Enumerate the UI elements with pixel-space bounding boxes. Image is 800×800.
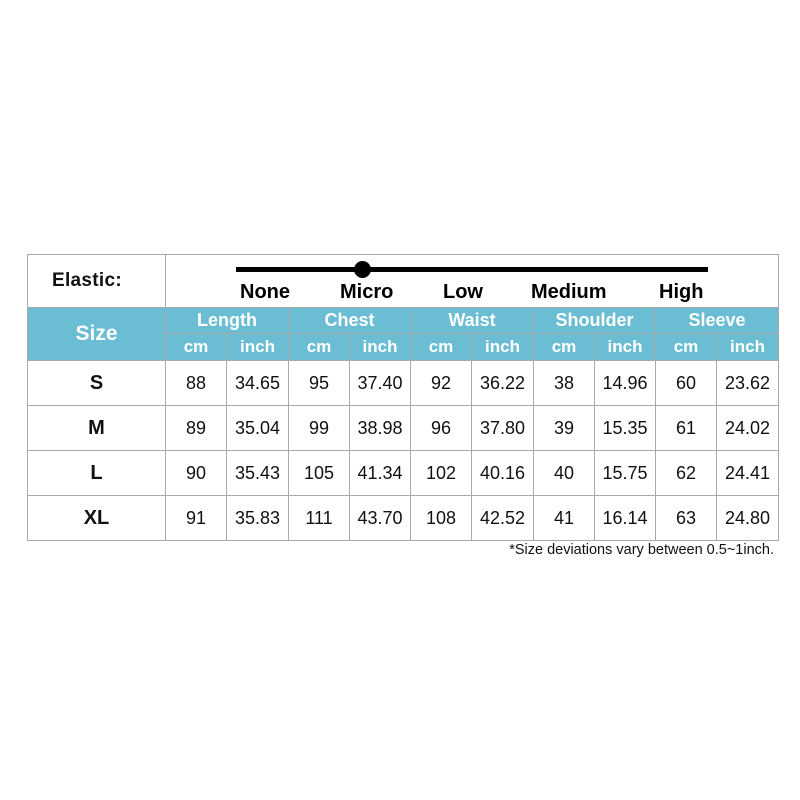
table-cell: 23.62 [717,361,779,406]
table-row [28,496,779,541]
table-cell: 111 [289,496,350,541]
elastic-label: Elastic: [28,255,166,308]
table-cell: 96 [411,406,472,451]
table-cell: 39 [534,406,595,451]
unit-header-inch: inch [350,334,411,361]
elastic-level-medium: Medium [531,281,607,303]
table-row [28,451,779,496]
unit-header-cm: cm [411,334,472,361]
header-group-row [28,308,779,334]
elastic-scale-line [236,267,708,272]
table-cell: 88 [166,361,227,406]
table-cell: 37.80 [472,406,534,451]
elastic-level-micro: Micro [340,281,394,303]
table-cell: 35.83 [227,496,289,541]
table-cell: 36.22 [472,361,534,406]
table-cell: 108 [411,496,472,541]
table-cell: 89 [166,406,227,451]
group-header-chest: Chest [289,308,411,334]
table-cell: 60 [656,361,717,406]
group-header-waist: Waist [411,308,534,334]
table-cell: 41 [534,496,595,541]
size-cell: L [28,451,166,496]
table-cell: 95 [289,361,350,406]
size-deviation-note: *Size deviations vary between 0.5~1inch. [509,542,774,558]
size-header: Size [28,308,166,361]
table-cell: 40.16 [472,451,534,496]
table-cell: 63 [656,496,717,541]
table-cell: 15.35 [595,406,656,451]
table-cell: 99 [289,406,350,451]
size-cell: XL [28,496,166,541]
unit-header-inch: inch [717,334,779,361]
elastic-row [28,255,779,308]
unit-header-cm: cm [656,334,717,361]
size-cell: S [28,361,166,406]
table-cell: 40 [534,451,595,496]
table-cell: 24.02 [717,406,779,451]
group-header-length: Length [166,308,289,334]
table-cell: 14.96 [595,361,656,406]
size-chart-table [27,254,779,541]
table-cell: 102 [411,451,472,496]
table-cell: 16.14 [595,496,656,541]
size-cell: M [28,406,166,451]
unit-header-inch: inch [472,334,534,361]
table-cell: 61 [656,406,717,451]
unit-header-cm: cm [289,334,350,361]
table-cell: 90 [166,451,227,496]
table-cell: 37.40 [350,361,411,406]
table-cell: 43.70 [350,496,411,541]
table-row [28,406,779,451]
table-cell: 42.52 [472,496,534,541]
table-cell: 35.43 [227,451,289,496]
unit-header-inch: inch [227,334,289,361]
table-cell: 62 [656,451,717,496]
elastic-selected-marker [354,261,371,278]
table-cell: 92 [411,361,472,406]
table-cell: 15.75 [595,451,656,496]
elastic-level-high: High [659,281,704,303]
group-header-sleeve: Sleeve [656,308,779,334]
elastic-level-none: None [240,281,290,303]
unit-header-inch: inch [595,334,656,361]
table-cell: 38 [534,361,595,406]
table-cell: 34.65 [227,361,289,406]
unit-header-cm: cm [534,334,595,361]
table-cell: 24.41 [717,451,779,496]
table-cell: 105 [289,451,350,496]
unit-header-cm: cm [166,334,227,361]
table-cell: 38.98 [350,406,411,451]
elastic-scale [166,255,779,308]
table-cell: 35.04 [227,406,289,451]
group-header-shoulder: Shoulder [534,308,656,334]
table-cell: 24.80 [717,496,779,541]
table-row [28,361,779,406]
table-cell: 41.34 [350,451,411,496]
table-cell: 91 [166,496,227,541]
elastic-level-low: Low [443,281,483,303]
